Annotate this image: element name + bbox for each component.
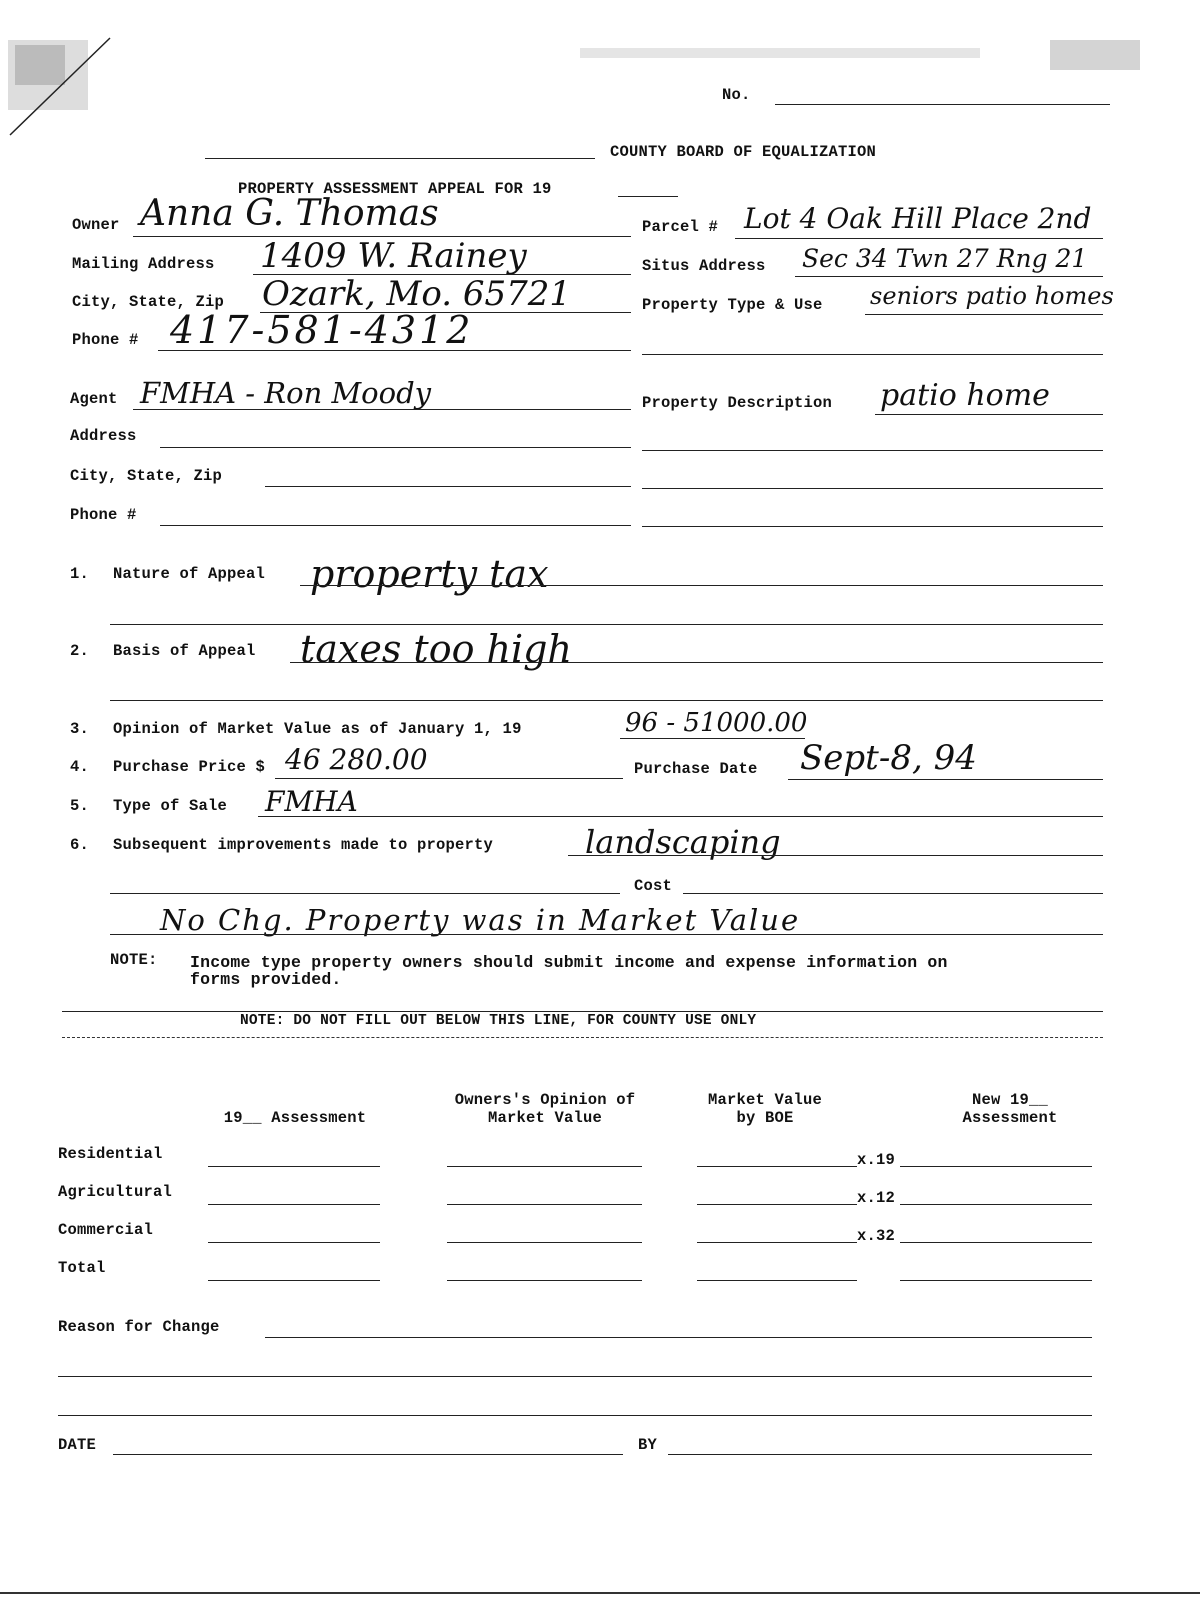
item-2-value: taxes too high bbox=[300, 627, 572, 671]
board-line bbox=[205, 158, 595, 159]
agent-value: FMHA - Ron Moody bbox=[140, 376, 432, 410]
situs-label: Situs Address bbox=[642, 257, 766, 275]
item-2-number: 2. bbox=[70, 642, 90, 660]
phone-label: Phone # bbox=[72, 331, 139, 349]
item-1-line-2 bbox=[110, 624, 1103, 625]
mailing-label: Mailing Address bbox=[72, 255, 215, 273]
phone-value: 417-581-4312 bbox=[170, 308, 474, 352]
ptype-label: Property Type & Use bbox=[642, 296, 823, 314]
owner-value: Anna G. Thomas bbox=[140, 193, 439, 234]
county-line-dashed bbox=[62, 1037, 1103, 1038]
col-header-assessment: 19__ Assessment bbox=[223, 1109, 367, 1127]
com-col4-line bbox=[900, 1242, 1092, 1243]
item-6-number: 6. bbox=[70, 836, 90, 854]
pdesc-value: patio home bbox=[880, 378, 1050, 413]
city-value: Ozark, Mo. 65721 bbox=[262, 274, 571, 314]
pdesc-line-2 bbox=[642, 450, 1103, 451]
mailing-value: 1409 W. Rainey bbox=[260, 236, 527, 276]
item-5-value: FMHA bbox=[265, 785, 358, 818]
ptype-value: seniors patio homes bbox=[870, 282, 1114, 310]
note-text-1: Income type property owners should submit income and expense information on bbox=[190, 953, 948, 972]
date-line bbox=[113, 1454, 623, 1455]
com-multiplier: x.32 bbox=[857, 1227, 896, 1245]
item-6-line bbox=[568, 855, 1103, 856]
purchase-date-line bbox=[788, 779, 1103, 780]
res-col3-line bbox=[697, 1166, 857, 1167]
pdesc-line-3 bbox=[642, 488, 1103, 489]
com-col1-line bbox=[208, 1242, 380, 1243]
col-header-owner-opinion-1: Owners's Opinion of bbox=[454, 1091, 636, 1109]
reason-line-1 bbox=[265, 1337, 1092, 1338]
agent-city-label: City, State, Zip bbox=[70, 467, 223, 485]
agr-col3-line bbox=[697, 1204, 857, 1205]
item-2-label: Basis of Appeal bbox=[113, 642, 256, 660]
agent-label: Agent bbox=[70, 390, 118, 408]
item-3-value: 96 - 51000.00 bbox=[625, 708, 808, 738]
item-3-label: Opinion of Market Value as of January 1, 19 bbox=[113, 720, 522, 738]
item-5-line bbox=[258, 816, 1103, 817]
agr-multiplier: x.12 bbox=[857, 1189, 896, 1207]
scan-noise bbox=[0, 0, 1200, 140]
item-4-value: 46 280.00 bbox=[285, 743, 428, 776]
item-1-number: 1. bbox=[70, 565, 90, 583]
tot-col1-line bbox=[208, 1280, 380, 1281]
remark-value: No Chg. Property was in Market Value bbox=[160, 903, 801, 937]
agent-address-line bbox=[160, 447, 631, 448]
row-residential: Residential bbox=[58, 1145, 163, 1163]
owner-label: Owner bbox=[72, 216, 120, 234]
com-col2-line bbox=[447, 1242, 642, 1243]
col-header-boe-2: by BOE bbox=[736, 1109, 794, 1127]
com-col3-line bbox=[697, 1242, 857, 1243]
extra-line-1 bbox=[642, 354, 1103, 355]
agent-address-label: Address bbox=[70, 427, 137, 445]
pdesc-label: Property Description bbox=[642, 394, 833, 412]
purchase-date-value: Sept-8, 94 bbox=[800, 738, 977, 778]
pdesc-line-4 bbox=[642, 526, 1103, 527]
tot-col2-line bbox=[447, 1280, 642, 1281]
agent-line bbox=[133, 409, 631, 410]
res-col2-line bbox=[447, 1166, 642, 1167]
parcel-value: Lot 4 Oak Hill Place 2nd bbox=[744, 202, 1092, 235]
res-col1-line bbox=[208, 1166, 380, 1167]
row-commercial: Commercial bbox=[58, 1221, 154, 1239]
item-2-line bbox=[290, 662, 1103, 663]
item-1-value: property tax bbox=[310, 552, 549, 596]
page-bottom-edge bbox=[0, 1592, 1200, 1594]
item-5-number: 5. bbox=[70, 797, 90, 815]
agr-col1-line bbox=[208, 1204, 380, 1205]
ptype-line bbox=[865, 314, 1103, 315]
col-header-boe-1: Market Value bbox=[707, 1091, 823, 1109]
row-total: Total bbox=[58, 1259, 106, 1277]
item-3-line bbox=[620, 738, 805, 739]
res-col4-line bbox=[900, 1166, 1092, 1167]
cost-left-line bbox=[110, 893, 620, 894]
note-text-2: forms provided. bbox=[190, 970, 342, 989]
parcel-label: Parcel # bbox=[642, 218, 719, 236]
by-line bbox=[668, 1454, 1092, 1455]
item-6-label: Subsequent improvements made to property bbox=[113, 836, 494, 854]
row-agricultural: Agricultural bbox=[58, 1183, 173, 1201]
col-header-owner-opinion-2: Market Value bbox=[487, 1109, 603, 1127]
year-line bbox=[618, 196, 678, 197]
appeal-title: PROPERTY ASSESSMENT APPEAL FOR 19 bbox=[238, 180, 552, 198]
agent-phone-line bbox=[160, 525, 631, 526]
agent-phone-label: Phone # bbox=[70, 506, 137, 524]
item-4-label: Purchase Price $ bbox=[113, 758, 266, 776]
city-label: City, State, Zip bbox=[72, 293, 225, 311]
agent-city-line bbox=[265, 486, 631, 487]
item-2-line-2 bbox=[110, 700, 1103, 701]
situs-value: Sec 34 Twn 27 Rng 21 bbox=[802, 244, 1088, 273]
phone-line bbox=[158, 350, 631, 351]
cost-label: Cost bbox=[634, 877, 673, 895]
parcel-line bbox=[735, 238, 1103, 239]
cost-line bbox=[683, 893, 1103, 894]
tot-col4-line bbox=[900, 1280, 1092, 1281]
county-line-top bbox=[62, 1011, 1103, 1012]
note-label: NOTE: bbox=[110, 951, 158, 969]
reason-line-2 bbox=[58, 1376, 1092, 1377]
item-1-line bbox=[300, 585, 1103, 586]
reason-line-3 bbox=[58, 1415, 1092, 1416]
tot-col3-line bbox=[697, 1280, 857, 1281]
agr-col4-line bbox=[900, 1204, 1092, 1205]
no-line bbox=[775, 104, 1110, 105]
agr-col2-line bbox=[447, 1204, 642, 1205]
board-title: COUNTY BOARD OF EQUALIZATION bbox=[610, 143, 877, 161]
reason-label: Reason for Change bbox=[58, 1318, 220, 1336]
item-1-label: Nature of Appeal bbox=[113, 565, 266, 583]
item-6-value: landscaping bbox=[585, 823, 781, 861]
county-use-note: NOTE: DO NOT FILL OUT BELOW THIS LINE, FOR COUNTY USE ONLY bbox=[240, 1013, 757, 1029]
date-label: DATE bbox=[58, 1436, 97, 1454]
col-header-new-2: Assessment bbox=[962, 1109, 1058, 1127]
remark-line bbox=[110, 934, 1103, 935]
by-label: BY bbox=[638, 1436, 658, 1454]
no-label: No. bbox=[722, 86, 751, 104]
item-3-number: 3. bbox=[70, 720, 90, 738]
item-4-number: 4. bbox=[70, 758, 90, 776]
situs-line bbox=[795, 276, 1103, 277]
res-multiplier: x.19 bbox=[857, 1151, 896, 1169]
item-5-label: Type of Sale bbox=[113, 797, 228, 815]
item-4-line bbox=[275, 778, 623, 779]
pdesc-line bbox=[875, 414, 1103, 415]
purchase-date-label: Purchase Date bbox=[634, 760, 758, 778]
col-header-new-1: New 19__ bbox=[971, 1091, 1048, 1109]
